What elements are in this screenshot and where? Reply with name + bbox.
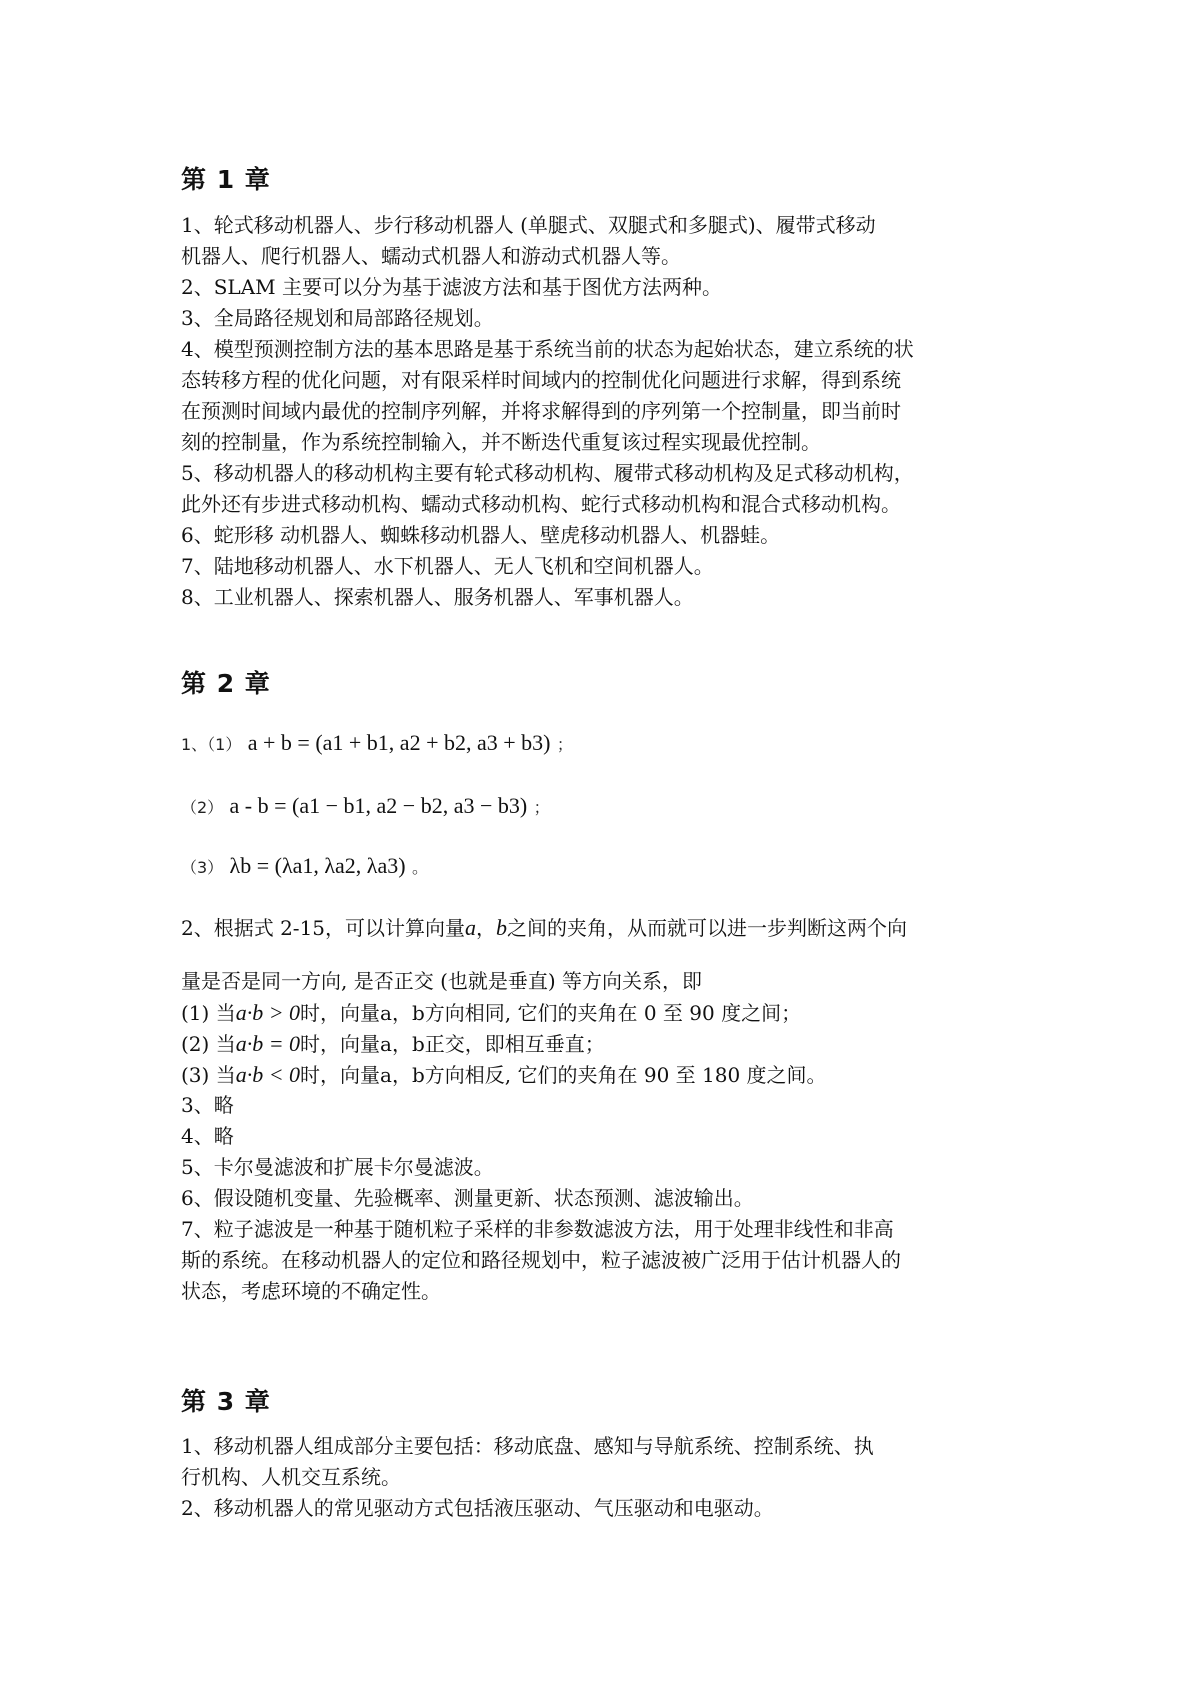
- equation-3-end: 。: [411, 858, 428, 877]
- equation-2-end: ；: [533, 798, 550, 817]
- text-line: 6、假设随机变量、先验概率、测量更新、状态预测、滤波输出。: [181, 1186, 754, 1210]
- text-line: 刻的控制量，作为系统控制输入，并不断迭代重复该过程实现最优控制。: [181, 430, 821, 454]
- chapter-1-body: [181, 210, 1011, 613]
- text-line: 6、蛇形移 动机器人、蜘蛛移动机器人、壁虎移动机器人、机器蛙。: [181, 523, 781, 547]
- equation-3-label: （3）: [181, 858, 224, 877]
- equation-1-label: 1、（1）: [181, 735, 242, 754]
- text-line: 状态，考虑环境的不确定性。: [181, 1279, 441, 1303]
- text-line: 行机构、人机交互系统。: [181, 1465, 401, 1489]
- text-line: 3、全局路径规划和局部路径规划。: [181, 306, 494, 330]
- condition-1-text: 时，向量a，b方向相同, 它们的夹角在 0 至 90 度之间；: [300, 1001, 802, 1025]
- condition-3-expr: a·b < 0: [235, 1062, 301, 1087]
- text-line: 3、略: [181, 1093, 234, 1117]
- text-line: 此外还有步进式移动机构、蠕动式移动机构、蛇行式移动机构和混合式移动机构。: [181, 492, 901, 516]
- equation-2-label: （2）: [181, 798, 224, 817]
- text-line: 4、略: [181, 1124, 234, 1148]
- equation-1-formula: a + b = (a1 + b1, a2 + b2, a3 + b3): [247, 730, 551, 755]
- chapter-3-title: 第 3 章: [181, 1387, 271, 1416]
- text-span: ，: [476, 916, 497, 940]
- text-line: 5、卡尔曼滤波和扩展卡尔曼滤波。: [181, 1155, 494, 1179]
- text-line: 7、粒子滤波是一种基于随机粒子采样的非参数滤波方法，用于处理非线性和非高: [181, 1217, 894, 1241]
- text-span: 2、根据式 2-15，可以计算向量: [181, 916, 466, 940]
- text-line: 量是否是同一方向, 是否正交 (也就是垂直) 等方向关系，即: [181, 969, 703, 993]
- question-2-body: [181, 966, 1011, 1307]
- text-line: 1、移动机器人组成部分主要包括：移动底盘、感知与导航系统、控制系统、执: [181, 1434, 874, 1458]
- text-line: 5、移动机器人的移动机构主要有轮式移动机构、履带式移动机构及足式移动机构，: [181, 461, 914, 485]
- equation-3: [181, 850, 1011, 881]
- text-line: 7、陆地移动机器人、水下机器人、无人飞机和空间机器人。: [181, 554, 714, 578]
- equation-2: [181, 790, 1011, 821]
- text-span: 之间的夹角，从而就可以进一步判断这两个向: [507, 916, 908, 940]
- condition-2-expr: a·b = 0: [235, 1031, 301, 1056]
- equation-1-end: ；: [556, 735, 573, 754]
- text-line: 在预测时间域内最优的控制序列解，并将求解得到的序列第一个控制量，即当前时: [181, 399, 901, 423]
- condition-2-label: (2) 当: [181, 1032, 236, 1056]
- text-line: 斯的系统。在移动机器人的定位和路径规划中，粒子滤波被广泛用于估计机器人的: [181, 1248, 901, 1272]
- condition-3-text: 时，向量a，b方向相反, 它们的夹角在 90 至 180 度之间。: [300, 1063, 827, 1087]
- question-2-line-1: [181, 912, 1011, 943]
- text-line: 2、SLAM 主要可以分为基于滤波方法和基于图优方法两种。: [181, 275, 722, 299]
- text-line: 2、移动机器人的常见驱动方式包括液压驱动、气压驱动和电驱动。: [181, 1496, 774, 1520]
- text-line: 1、轮式移动机器人、步行移动机器人 (单腿式、双腿式和多腿式)、履带式移动: [181, 213, 876, 237]
- chapter-2-title: 第 2 章: [181, 669, 271, 698]
- condition-1-expr: a·b > 0: [235, 1000, 301, 1025]
- chapter-1-title: 第 1 章: [181, 165, 271, 194]
- text-line: 8、工业机器人、探索机器人、服务机器人、军事机器人。: [181, 585, 694, 609]
- vector-a: a: [465, 915, 477, 940]
- equation-3-formula: λb = (λa1, λa2, λa3): [229, 853, 406, 878]
- equation-1: [181, 727, 1011, 758]
- text-line: 4、模型预测控制方法的基本思路是基于系统当前的状态为起始状态，建立系统的状: [181, 337, 914, 361]
- equation-2-formula: a - b = (a1 − b1, a2 − b2, a3 − b3): [229, 793, 528, 818]
- condition-3-label: (3) 当: [181, 1063, 236, 1087]
- text-line: 机器人、爬行机器人、蠕动式机器人和游动式机器人等。: [181, 244, 681, 268]
- condition-1-label: (1) 当: [181, 1001, 236, 1025]
- condition-2-text: 时，向量a，b正交，即相互垂直；: [300, 1032, 605, 1056]
- vector-b: b: [496, 915, 508, 940]
- text-line: 态转移方程的优化问题，对有限采样时间域内的控制优化问题进行求解，得到系统: [181, 368, 901, 392]
- chapter-3-body: [181, 1431, 1011, 1524]
